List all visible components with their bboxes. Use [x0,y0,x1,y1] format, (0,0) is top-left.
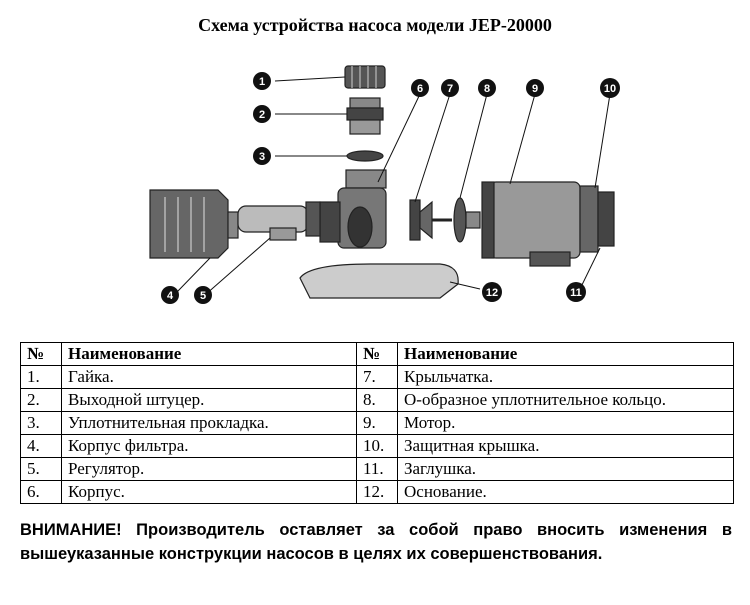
part-number: 8. [357,389,398,412]
o-ring-part [454,198,480,242]
base-part [300,264,458,298]
impeller-part [410,200,452,240]
part-name: Выходной штуцер. [62,389,357,412]
nut-part [345,66,385,88]
callout-3 [253,147,271,165]
part-name: Защитная крышка. [398,435,734,458]
callout-11 [566,282,586,302]
column-header-name: Наименование [398,343,734,366]
part-number: 11. [357,458,398,481]
part-number: 3. [21,412,62,435]
part-name: Уплотнительная прокладка. [62,412,357,435]
regulator-part [238,202,320,240]
svg-text:11: 11 [570,287,582,299]
part-number: 12. [357,481,398,504]
callout-1 [253,72,271,90]
callout-12 [482,282,502,302]
part-number: 5. [21,458,62,481]
callout-7 [441,79,459,97]
part-number: 2. [21,389,62,412]
table-row [21,481,734,504]
column-header-num: № [21,343,62,366]
part-name: Заглушка. [398,458,734,481]
table-row [21,389,734,412]
part-number: 9. [357,412,398,435]
table-row [21,435,734,458]
part-name: Гайка. [62,366,357,389]
svg-text:6: 6 [416,83,424,95]
callout-4 [161,286,179,304]
callout-2 [253,105,271,123]
part-name: Основание. [398,481,734,504]
callout-5 [194,286,212,304]
gasket-part [347,151,383,161]
part-number: 10. [357,435,398,458]
protective-cover-part [580,186,614,252]
table-header-row [21,343,734,366]
svg-text:8: 8 [483,83,491,95]
table-row [21,458,734,481]
column-header-num: № [357,343,398,366]
motor-part [482,182,580,266]
pump-exploded-diagram [110,52,655,322]
parts-table [20,342,734,504]
part-name: Крыльчатка. [398,366,734,389]
svg-text:10: 10 [603,83,617,95]
column-header-name: Наименование [62,343,357,366]
housing-part [320,170,386,248]
part-number: 7. [357,366,398,389]
table-row [21,412,734,435]
svg-text:9: 9 [531,83,539,95]
part-number: 6. [21,481,62,504]
svg-text:2: 2 [258,109,266,121]
svg-text:7: 7 [446,83,454,95]
warning-notice: ВНИМАНИЕ! Производитель оставляет за собой право вносить изменения в вышеуказанные конструкции насосов в целях их совершенствования. [20,521,732,563]
page-title: Схема устройства насоса модели JEP-20000 [198,15,552,35]
part-number: 1. [21,366,62,389]
part-name: Мотор. [398,412,734,435]
svg-text:1: 1 [258,76,266,88]
part-name: Корпус фильтра. [62,435,357,458]
part-name: Корпус. [62,481,357,504]
callout-10 [600,78,620,98]
part-name: О-образное уплотнительное кольцо. [398,389,734,412]
outlet-fitting-part [347,98,383,134]
part-name: Регулятор. [62,458,357,481]
svg-text:12: 12 [485,287,499,299]
callout-6 [411,79,429,97]
svg-text:5: 5 [199,290,207,302]
filter-housing-part [150,190,238,258]
callout-9 [526,79,544,97]
svg-text:4: 4 [166,290,174,302]
part-number: 4. [21,435,62,458]
table-row [21,366,734,389]
svg-text:3: 3 [258,151,266,163]
callout-8 [478,79,496,97]
